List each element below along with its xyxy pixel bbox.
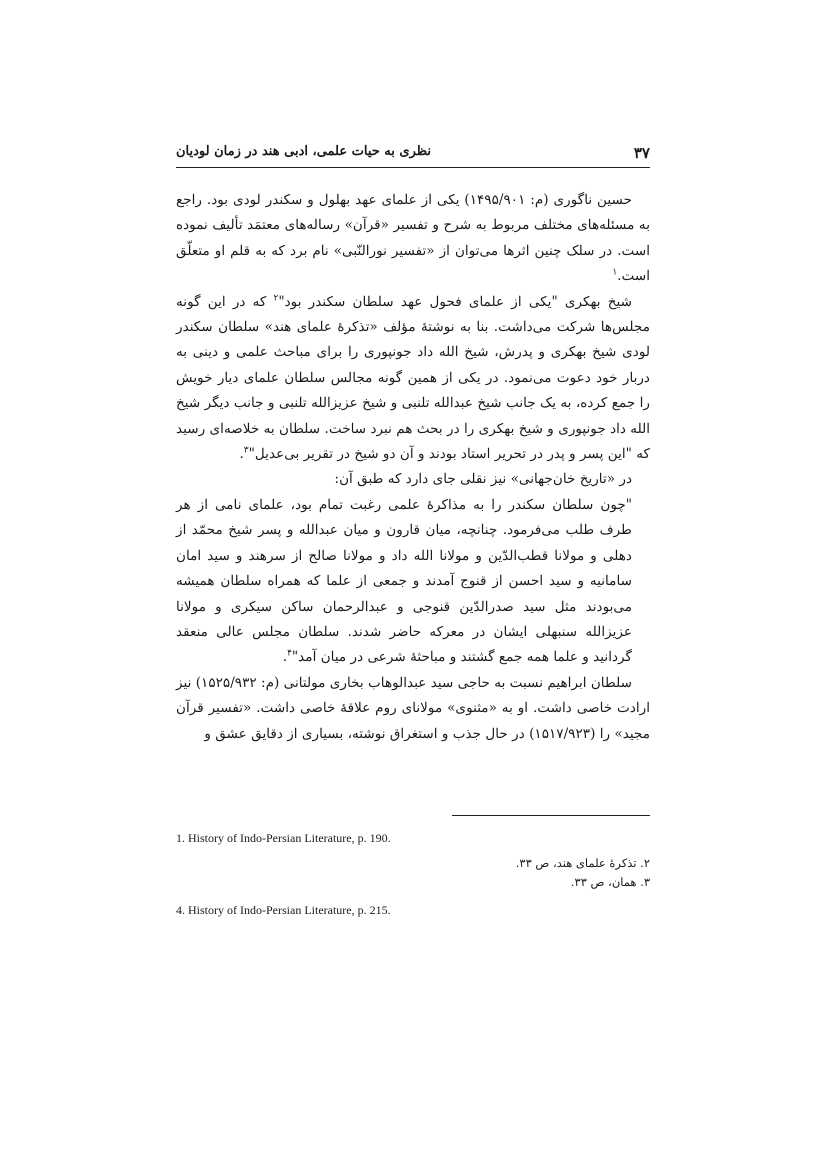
footnote-2: ۲. تذکرهٔ علمای هند، ص ۳۳.	[515, 856, 650, 870]
footnote-4: 4. History of Indo-Persian Literature, p. 215.	[176, 903, 391, 917]
footnote-marker[interactable]: ۲	[273, 293, 279, 304]
footnote-marker[interactable]: ۴	[287, 648, 292, 659]
paragraph: حسین ناگوری (م: ۱۴۹۵/۹۰۱) یکی از علمای عهد بهلول و سکندر لودی بود. راجع به مسئله‌های مختلف مربوط به شرح و تفسیر «قرآن» رساله‌های معتمَد تألیف نموده است. در سلک چنین اثرها می‌توان از «تفسیر نورالنّبی» نام برد که به قلم او متعلّق است.$^۱$	[176, 192, 650, 285]
running-title: نظری به حیات علمی، ادبی هند در زمان لودیان	[176, 144, 432, 159]
footnote-marker[interactable]: ۳	[243, 445, 249, 456]
page-number: ۳۷	[633, 144, 650, 162]
footnotes	[176, 828, 650, 920]
paragraph: سلطان ابراهیم نسبت به حاجی سید عبدالوهاب بخاری مولتانی (م: ۱۵۲۵/۹۳۲) نیز ارادت خاصی داشت. او به «مثنوی» مولانای روم علاقهٔ خاصی داشت. «تفسیر قرآن مجید» را (۱۵۱۷/۹۲۳) در حال جذب و استغراق نوشته، بسیاری از دقایق عشق و	[176, 674, 650, 742]
paragraph: در «تاریخ خان‌جهانی» نیز نقلی جای دارد که طبق آن:	[334, 471, 632, 488]
running-header	[176, 137, 650, 168]
footnote-marker[interactable]: ۱	[612, 267, 618, 278]
footnote-3: ۳. همان، ص ۳۳.	[570, 875, 650, 889]
block-quote: "چون سلطان سکندر را به مذاکرهٔ علمی رغبت تمام بود، علمای نامی از هر طرف طلب می‌فرمود. چنانچه، میان قارون و میان عبدالله و پسر شیخ محمّد از دهلی و مولانا قطب‌الدّین و مولانا الله داد و مولانا صالح از سرهند و سید امان سامانیه و سید احسن از قنوج آمدند و جمعی از علما که همراه سلطان همیشه می‌بودند مثل سید صدرالدّین قنوجی و عبدالرحمان ساکن سیکری و مولانا عزیزالله سنبهلی ایشان در معرکه حاضر شدند. سلطان مجلس عالی منعقد گردانید و علما همه جمع گشتند و مباحثهٔ شرعی در میان آمد"$^۴$.	[176, 496, 632, 666]
body-text	[176, 188, 650, 747]
paragraph: شیخ بهکری "یکی از علمای فحول عهد سلطان سکندر بود"$^۲$ که در این گونه مجلس‌ها شرکت می‌داشت. بنا به نوشتهٔ مؤلف «تذکرهٔ علمای هند» سلطان سکندر لودی شیخ بهکری و پدرش، شیخ الله داد جونپوری را برای مباحث علمی و دینی به دربار خود دعوت می‌نمود. در یکی از همین گونه مجالس سلطان علمای دیار خویش را جمع کرده، به یک جانب شیخ عبدالله تلنبی و شیخ عزیزالله تلنبی و جانب دیگر شیخ الله داد جونپوری و شیخ بهکری را در بحث هم نبرد ساخت. سلطان به خلاصه‌ای رسید که "این پسر و پدر در تحریر استاد بودند و آن دو شیخ در تقریر بی‌عدیل"$^۳$.	[176, 293, 650, 463]
footnote-1: 1. History of Indo-Persian Literature, p. 190.	[176, 831, 391, 845]
footnote-separator	[452, 815, 650, 816]
